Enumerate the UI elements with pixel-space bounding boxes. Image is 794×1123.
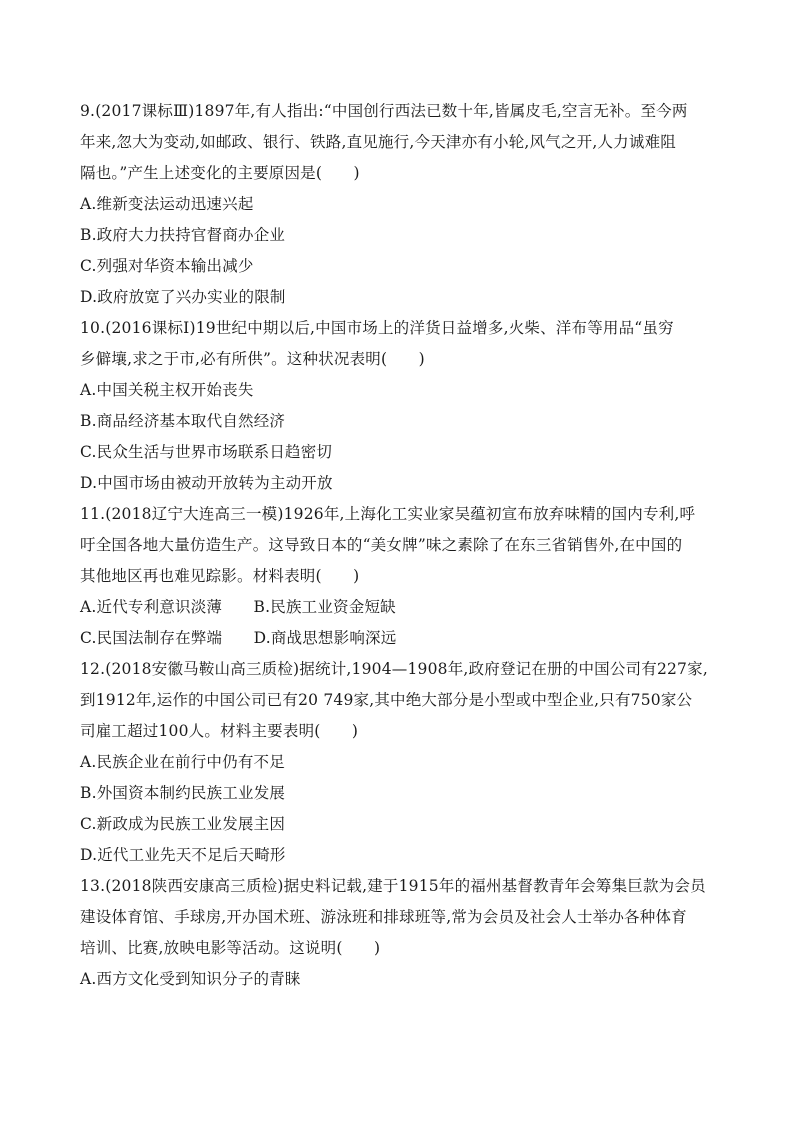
question-stem-line: 9.(2017课标Ⅲ)1897年,有人指出:“中国创行西法已数十年,皆属皮毛,空言无补。至今两 <box>80 102 688 120</box>
answer-option: C.民众生活与世界市场联系日趋密切 <box>80 443 333 461</box>
answer-option-row: C.民国法制存在弊端 D.商战思想影响深远 <box>80 629 397 647</box>
question-9 <box>80 96 720 313</box>
answer-option: B.商品经济基本取代自然经济 <box>80 412 286 430</box>
answer-option: C.列强对华资本输出减少 <box>80 257 254 275</box>
answer-option: D.近代工业先天不足后天畸形 <box>80 846 286 864</box>
question-stem-line: 司雇工超过100人。材料主要表明( ) <box>80 722 359 740</box>
answer-option: A.维新变法运动迅速兴起 <box>80 195 254 213</box>
question-13 <box>80 871 720 995</box>
question-stem-line: 10.(2016课标Ⅰ)19世纪中期以后,中国市场上的洋货日益增多,火柴、洋布等用品“虽穷 <box>80 319 674 337</box>
answer-option-row: A.近代专利意识淡薄 B.民族工业资金短缺 <box>80 598 396 616</box>
question-stem-line: 乡僻壤,求之于市,必有所供”。这种状况表明( ) <box>80 350 425 368</box>
document-page <box>80 96 720 995</box>
question-stem-line: 12.(2018安徽马鞍山高三质检)据统计,1904—1908年,政府登记在册的中国公司有227家, <box>80 660 708 678</box>
answer-option: C.新政成为民族工业发展主因 <box>80 815 286 833</box>
answer-option: D.政府放宽了兴办实业的限制 <box>80 288 286 306</box>
answer-option: A.西方文化受到知识分子的青睐 <box>80 970 301 988</box>
question-stem-line: 隔也。”产生上述变化的主要原因是( ) <box>80 164 360 182</box>
question-stem-line: 13.(2018陕西安康高三质检)据史料记载,建于1915年的福州基督教青年会筹集巨款为会员 <box>80 877 706 895</box>
question-stem-line: 到1912年,运作的中国公司已有20 749家,其中绝大部分是小型或中型企业,只有750家公 <box>80 691 693 709</box>
answer-option: D.中国市场由被动开放转为主动开放 <box>80 474 333 492</box>
question-stem-line: 年来,忽大为变动,如邮政、银行、铁路,直见施行,今天津亦有小轮,风气之开,人力诚难阻 <box>80 133 676 151</box>
question-10 <box>80 313 720 499</box>
answer-option: B.外国资本制约民族工业发展 <box>80 784 286 802</box>
question-stem-line: 吁全国各地大量仿造生产。这导致日本的“美女牌”味之素除了在东三省销售外,在中国的 <box>80 536 683 554</box>
question-stem-line: 其他地区再也难见踪影。材料表明( ) <box>80 567 360 585</box>
answer-option: B.政府大力扶持官督商办企业 <box>80 226 286 244</box>
question-stem-line: 培训、比赛,放映电影等活动。这说明( ) <box>80 939 381 957</box>
question-12 <box>80 654 720 871</box>
question-stem-line: 11.(2018辽宁大连高三一模)1926年,上海化工实业家吴蕴初宣布放弃味精的国内专利,呼 <box>80 505 696 523</box>
answer-option: A.中国关税主权开始丧失 <box>80 381 254 399</box>
question-11 <box>80 499 720 654</box>
question-stem-line: 建设体育馆、手球房,开办国术班、游泳班和排球班等,常为会员及社会人士举办各种体育 <box>80 908 687 926</box>
answer-option: A.民族企业在前行中仍有不足 <box>80 753 285 771</box>
